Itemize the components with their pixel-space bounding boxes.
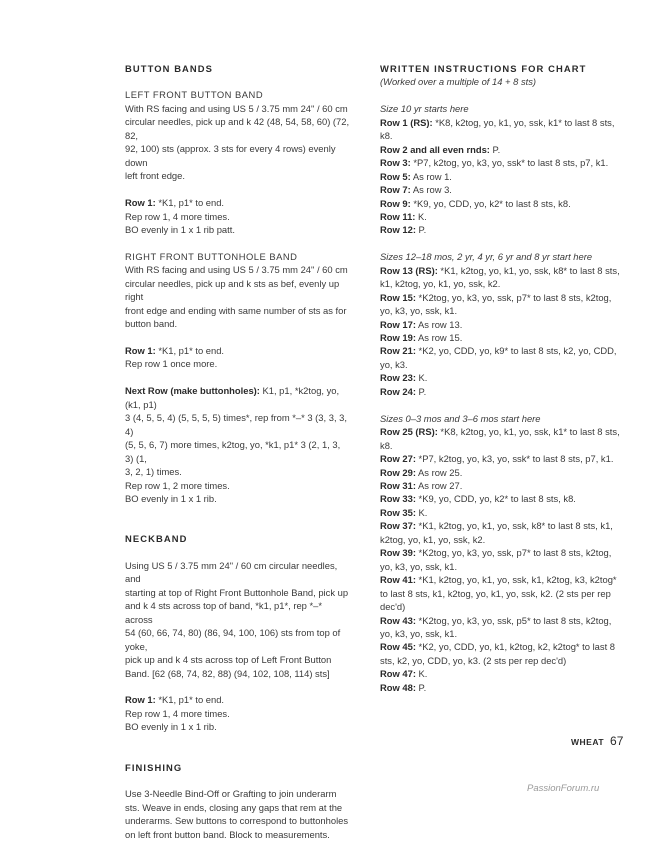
- instruction-row: [125, 357, 350, 370]
- row-text: P.: [415, 681, 427, 693]
- row-text: *K2tog, yo, k3, yo, ssk, p5* to last 8 sts, k2tog,: [415, 614, 612, 626]
- text-line: button band.: [125, 318, 178, 330]
- row-label: Row 13 (RS):: [380, 264, 438, 276]
- row-text: *K1, k2tog, yo, k1, yo, ssk, k8* to last 8 sts, k1,: [415, 520, 613, 532]
- row-text: K1, p1, *k2tog, yo, (k1, p1): [125, 385, 340, 410]
- row-label: Row 5:: [380, 170, 411, 182]
- row-label: Row 47:: [380, 668, 416, 680]
- instruction-row: [380, 277, 623, 290]
- watermark: PassionForum.ru: [527, 783, 600, 794]
- text-line: circular needles, pick up and k 42 (48, 54, 58, 60) (72, 82,: [125, 116, 350, 141]
- row-label: Row 45:: [380, 641, 416, 653]
- instruction-row: [380, 681, 623, 694]
- row-text: yo, k3, yo, ssk, k1.: [380, 627, 458, 639]
- instruction-row: [380, 533, 623, 546]
- text-line: and k 4 sts across top of band, *k1, p1*, rep *–* across: [125, 600, 322, 625]
- row-text: k2tog, yo, k1, yo, ssk, k2.: [380, 533, 486, 545]
- instruction-row: [125, 720, 350, 733]
- section-title: Sizes 0–3 mos and 3–6 mos start here: [380, 412, 541, 424]
- row-text: *K2tog, yo, k3, yo, ssk, p7* to last 8 sts, k2tog,: [415, 291, 612, 303]
- row-label: Row 48:: [380, 681, 416, 693]
- text-line: circular needles, pick up and k sts as bef, evenly up right: [125, 277, 340, 303]
- row-label: Row 25 (RS):: [380, 426, 438, 438]
- instruction-row: [380, 197, 623, 210]
- right-band-subheading: RIGHT FRONT BUTTONHOLE BAND: [125, 250, 298, 262]
- row-label: Row 1:: [125, 694, 156, 706]
- row-text: BO evenly in 1 x 1 rib.: [125, 721, 217, 733]
- chart-sections: [380, 102, 623, 694]
- instruction-row: [380, 156, 623, 169]
- row-text: K.: [415, 668, 428, 680]
- instruction-row: [380, 344, 623, 357]
- text-line: pick up and k 4 sts across top of Left Front Button: [125, 654, 332, 666]
- text-line: Use 3-Needle Bind-Off or Grafting to join underarm: [125, 788, 337, 800]
- instruction-row: [125, 384, 350, 411]
- row-label: Row 1:: [125, 345, 156, 357]
- row-label: Row 27:: [380, 453, 416, 465]
- section-title: Sizes 12–18 mos, 2 yr, 4 yr, 6 yr and 8 yr start here: [380, 251, 593, 263]
- row-text: As row 1.: [410, 170, 452, 182]
- instruction-row: [380, 143, 623, 156]
- row-text: P.: [415, 224, 427, 236]
- instruction-row: [380, 640, 623, 653]
- row-text: yo, k3, yo, ssk, k1.: [380, 305, 458, 317]
- instruction-row: [380, 654, 623, 667]
- row-text: Rep row 1, 2 more times.: [125, 479, 230, 491]
- instruction-row: [380, 600, 623, 613]
- text-line: left front edge.: [125, 170, 185, 182]
- instruction-row: [125, 210, 350, 223]
- instruction-row: [380, 223, 623, 236]
- instruction-row: [380, 667, 623, 680]
- row-label: Row 37:: [380, 520, 416, 532]
- chart-section: [380, 412, 623, 695]
- text-line: on left front button band. Block to measurements.: [125, 828, 330, 840]
- row-text: As row 13.: [415, 318, 463, 330]
- instruction-row: [380, 371, 623, 384]
- row-label: Row 15:: [380, 291, 416, 303]
- written-instructions-heading: WRITTEN INSTRUCTIONS FOR CHART: [380, 63, 587, 74]
- section-title: Size 10 yr starts here: [380, 103, 469, 115]
- row-text: P.: [489, 143, 501, 155]
- instruction-row: [380, 627, 623, 640]
- row-text: *K9, yo, CDD, yo, k2* to last 8 sts, k8.: [415, 493, 576, 505]
- right-band-instructions: [125, 263, 350, 330]
- instruction-row: [380, 304, 623, 317]
- row-text: P.: [415, 385, 427, 397]
- row-label: Row 24:: [380, 385, 416, 397]
- row-text: Rep row 1 once more.: [125, 358, 218, 370]
- row-text: *K1, k2tog, yo, k1, yo, ssk, k1, k2tog, k3, k2tog*: [415, 574, 617, 586]
- finishing-heading: FINISHING: [125, 761, 183, 773]
- text-line: With RS facing and using US 5 / 3.75 mm 24" / 60 cm: [125, 264, 348, 276]
- row-text: K.: [415, 372, 428, 384]
- row-label: Row 33:: [380, 493, 416, 505]
- row-text: *K1, k2tog, yo, k1, yo, ssk, k8* to last 8 sts,: [437, 264, 620, 276]
- instruction-row: [380, 318, 623, 331]
- row-label: Row 35:: [380, 506, 416, 518]
- row-label: Row 1 (RS):: [380, 116, 433, 128]
- text-line: sts. Weave in ends, closing any gaps that rem at the: [125, 801, 343, 813]
- instruction-row: [380, 506, 623, 519]
- instruction-row: [380, 466, 623, 479]
- instruction-row: [125, 411, 350, 438]
- row-label: Row 2 and all even rnds:: [380, 143, 490, 155]
- row-text: BO evenly in 1 x 1 rib patt.: [125, 223, 235, 235]
- instruction-row: [125, 223, 350, 236]
- instruction-row: [380, 183, 623, 196]
- text-line: starting at top of Right Front Buttonhole Band, pick up: [125, 586, 349, 598]
- row-text: As row 27.: [415, 480, 463, 491]
- row-label: Row 29:: [380, 466, 416, 478]
- instruction-row: [380, 425, 623, 438]
- text-line: Band. [62 (68, 74, 82, 88) (94, 102, 108, 114) sts]: [125, 667, 330, 679]
- text-line: front edge and ending with same number of sts as for: [125, 304, 347, 316]
- row-text: to last 8 sts, k1, k2tog, yo, k1, yo, ssk, k2. (2 sts per rep: [380, 587, 611, 599]
- row-label: Row 31:: [380, 480, 416, 491]
- neckband-rows: [125, 693, 350, 733]
- left-band-instructions: [125, 102, 350, 183]
- instruction-row: [125, 707, 350, 720]
- left-column: [125, 62, 350, 841]
- instruction-row: [125, 479, 350, 492]
- instruction-row: [380, 452, 623, 465]
- row-text: *K8, k2tog, yo, k1, yo, ssk, k1* to last 8 sts, k8.: [380, 116, 615, 142]
- row-text: yo, k3.: [380, 358, 408, 370]
- row-label: Row 12:: [380, 224, 416, 236]
- page-footer: [571, 732, 623, 750]
- row-text: sts, k2, yo, CDD, yo, k3. (2 sts per rep dec'd): [380, 654, 567, 666]
- text-line: underarms. Sew buttons to correspond to buttonholes: [125, 815, 349, 827]
- row-label: Row 11:: [380, 210, 416, 222]
- instruction-row: [380, 170, 623, 183]
- pattern-name: WHEAT: [571, 737, 605, 747]
- row-text: *K2, yo, CDD, yo, k9* to last 8 sts, k2, yo, CDD,: [415, 345, 617, 357]
- row-text: *K2tog, yo, k3, yo, ssk, p7* to last 8 sts, k2tog,: [415, 547, 612, 559]
- row-text: 3, 2, 1) times.: [125, 466, 182, 478]
- page-number: 67: [610, 734, 624, 748]
- row-text: dec'd): [380, 601, 406, 613]
- row-label: Next Row (make buttonholes):: [125, 385, 260, 397]
- instruction-row: [125, 438, 350, 465]
- instruction-row: [380, 210, 623, 223]
- instruction-row: [380, 331, 623, 344]
- row-text: *P7, k2tog, yo, k3, yo, ssk* to last 8 sts, p7, k1.: [415, 453, 614, 465]
- row-text: BO evenly in 1 x 1 rib.: [125, 492, 217, 504]
- instruction-row: [125, 196, 350, 209]
- written-instructions-subtitle: (Worked over a multiple of 14 + 8 sts): [380, 76, 537, 88]
- neckband-heading: NECKBAND: [125, 533, 188, 545]
- instruction-row: [380, 439, 623, 452]
- row-label: Row 23:: [380, 372, 416, 384]
- instruction-row: [380, 519, 623, 532]
- row-text: K.: [415, 506, 428, 518]
- instruction-row: [380, 358, 623, 371]
- row-text: As row 15.: [415, 332, 463, 344]
- row-text: yo, k3, yo, ssk, k1.: [380, 560, 458, 572]
- instruction-row: [380, 479, 623, 492]
- row-label: Row 3:: [380, 157, 411, 169]
- button-bands-heading: BUTTON BANDS: [125, 63, 214, 74]
- row-text: As row 3.: [410, 184, 452, 196]
- row-text: *P7, k2tog, yo, k3, yo, ssk* to last 8 sts, p7, k1.: [410, 157, 609, 169]
- row-label: Row 19:: [380, 332, 416, 344]
- row-label: Row 41:: [380, 574, 416, 586]
- row-text: (5, 5, 6, 7) more times, k2tog, yo, *k1, p1* 3 (2, 1, 3, 3) (1,: [125, 439, 341, 464]
- text-line: Using US 5 / 3.75 mm 24" / 60 cm circular needles, and: [125, 559, 338, 585]
- row-text: K.: [415, 210, 427, 222]
- instruction-row: [380, 573, 623, 586]
- row-text: As row 25.: [415, 466, 463, 478]
- chart-section: [380, 102, 623, 237]
- text-line: With RS facing and using US 5 / 3.75 mm 24" / 60 cm: [125, 102, 348, 114]
- left-band-subheading: LEFT FRONT BUTTON BAND: [125, 89, 264, 101]
- row-text: k1, k2tog, yo, k1, yo, ssk, k2.: [380, 278, 501, 290]
- row-text: Rep row 1, 4 more times.: [125, 707, 230, 719]
- chart-section: [380, 250, 623, 398]
- row-label: Row 17:: [380, 318, 416, 330]
- instruction-row: [380, 385, 623, 398]
- row-label: Row 7:: [380, 184, 411, 196]
- text-line: 92, 100) sts (approx. 3 sts for every 4 rows) evenly down: [125, 143, 336, 168]
- instruction-row: [125, 492, 350, 505]
- instruction-row: [380, 291, 623, 304]
- instruction-row: [380, 614, 623, 627]
- buttonhole-rows: [125, 384, 350, 505]
- left-band-rows: [125, 196, 350, 236]
- row-text: k8.: [380, 439, 393, 451]
- row-label: Row 39:: [380, 547, 416, 559]
- row-label: Row 21:: [380, 345, 416, 357]
- text-line: 54 (60, 66, 74, 80) (86, 94, 100, 106) sts from top of yoke,: [125, 627, 341, 652]
- finishing-instructions: [125, 787, 350, 841]
- instruction-row: [380, 116, 623, 143]
- right-band-rows: [125, 344, 350, 371]
- row-text: *K8, k2tog, yo, k1, yo, ssk, k1* to last 8 sts,: [437, 426, 620, 438]
- right-column: [380, 62, 623, 708]
- instruction-row: [380, 587, 623, 600]
- instruction-row: [380, 560, 623, 573]
- row-text: *K1, p1* to end.: [155, 197, 225, 209]
- row-text: *K1, p1* to end.: [155, 694, 225, 706]
- instruction-row: [380, 546, 623, 559]
- row-text: *K9, yo, CDD, yo, k2* to last 8 sts, k8.: [410, 197, 571, 209]
- row-text: Rep row 1, 4 more times.: [125, 210, 230, 222]
- instruction-row: [380, 264, 623, 277]
- row-text: *K2, yo, CDD, yo, k1, k2tog, k2, k2tog* to last 8: [415, 641, 616, 653]
- row-label: Row 9:: [380, 197, 411, 209]
- row-label: Row 43:: [380, 614, 416, 626]
- row-label: Row 1:: [125, 197, 156, 209]
- instruction-row: [380, 492, 623, 505]
- row-text: *K1, p1* to end.: [155, 345, 225, 357]
- instruction-row: [125, 344, 350, 357]
- row-text: 3 (4, 5, 5, 4) (5, 5, 5, 5) times*, rep from *–* 3 (3, 3, 3, 4): [125, 412, 347, 437]
- instruction-row: [125, 693, 350, 706]
- neckband-instructions: [125, 559, 350, 680]
- instruction-row: [125, 465, 350, 478]
